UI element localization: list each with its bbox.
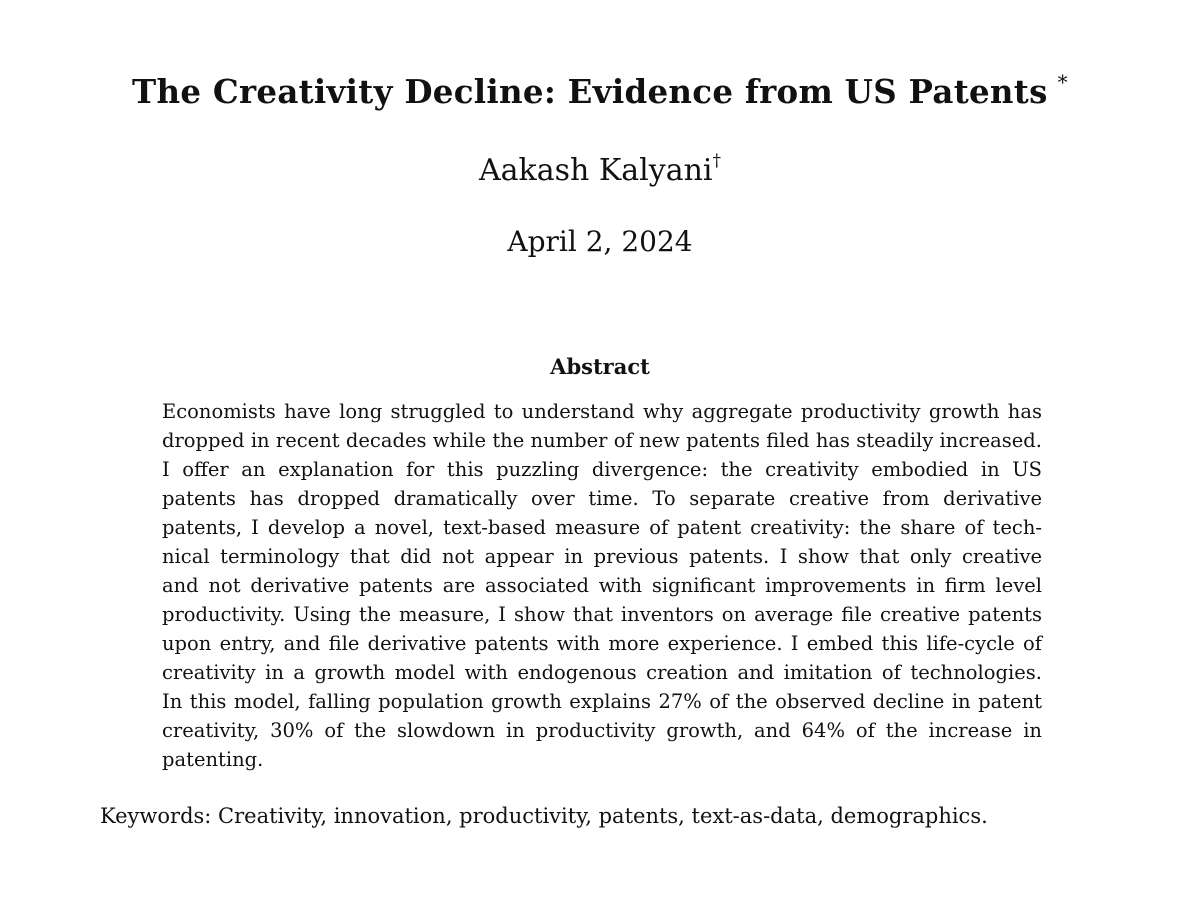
paper-title-text: The Creativity Decline: Evidence from US Patents <box>132 73 1048 111</box>
abstract-line: dropped in recent decades while the number of new patents filed has steadily increased. <box>162 429 1042 452</box>
abstract-heading: Abstract <box>550 354 650 379</box>
abstract-line: patents, I develop a novel, text-based measure of patent creativity: the share of tech- <box>162 516 1042 539</box>
abstract-line: patenting. <box>162 748 264 771</box>
abstract-line: creativity in a growth model with endogenous creation and imitation of technologies. <box>162 661 1042 684</box>
abstract-line: In this model, falling population growth explains 27% of the observed decline in patent <box>162 690 1042 713</box>
title-footnote-mark: * <box>1057 70 1068 94</box>
keywords-line: Keywords: Creativity, innovation, productivity, patents, text-as-data, demographics. <box>100 804 988 828</box>
paper-author <box>0 151 1200 188</box>
abstract-body <box>162 397 1042 774</box>
abstract-line: creativity, 30% of the slowdown in productivity growth, and 64% of the increase in <box>162 719 1042 742</box>
abstract-line: nical terminology that did not appear in previous patents. I show that only creative <box>162 545 1042 568</box>
abstract-line: patents has dropped dramatically over time. To separate creative from derivative <box>162 487 1042 510</box>
author-footnote-mark: † <box>712 151 721 171</box>
abstract-line: Economists have long struggled to understand why aggregate productivity growth has <box>162 400 1042 423</box>
abstract-line: and not derivative patents are associated with significant improvements in firm level <box>162 574 1042 597</box>
abstract-line: I offer an explanation for this puzzling divergence: the creativity embodied in US <box>162 458 1042 481</box>
author-name: Aakash Kalyani <box>478 153 713 188</box>
abstract-line: productivity. Using the measure, I show that inventors on average file creative patents <box>162 603 1042 626</box>
abstract-line: upon entry, and file derivative patents with more experience. I embed this life-cycle of <box>162 632 1042 655</box>
paper-title <box>0 70 1200 111</box>
paper-date: April 2, 2024 <box>507 225 693 258</box>
